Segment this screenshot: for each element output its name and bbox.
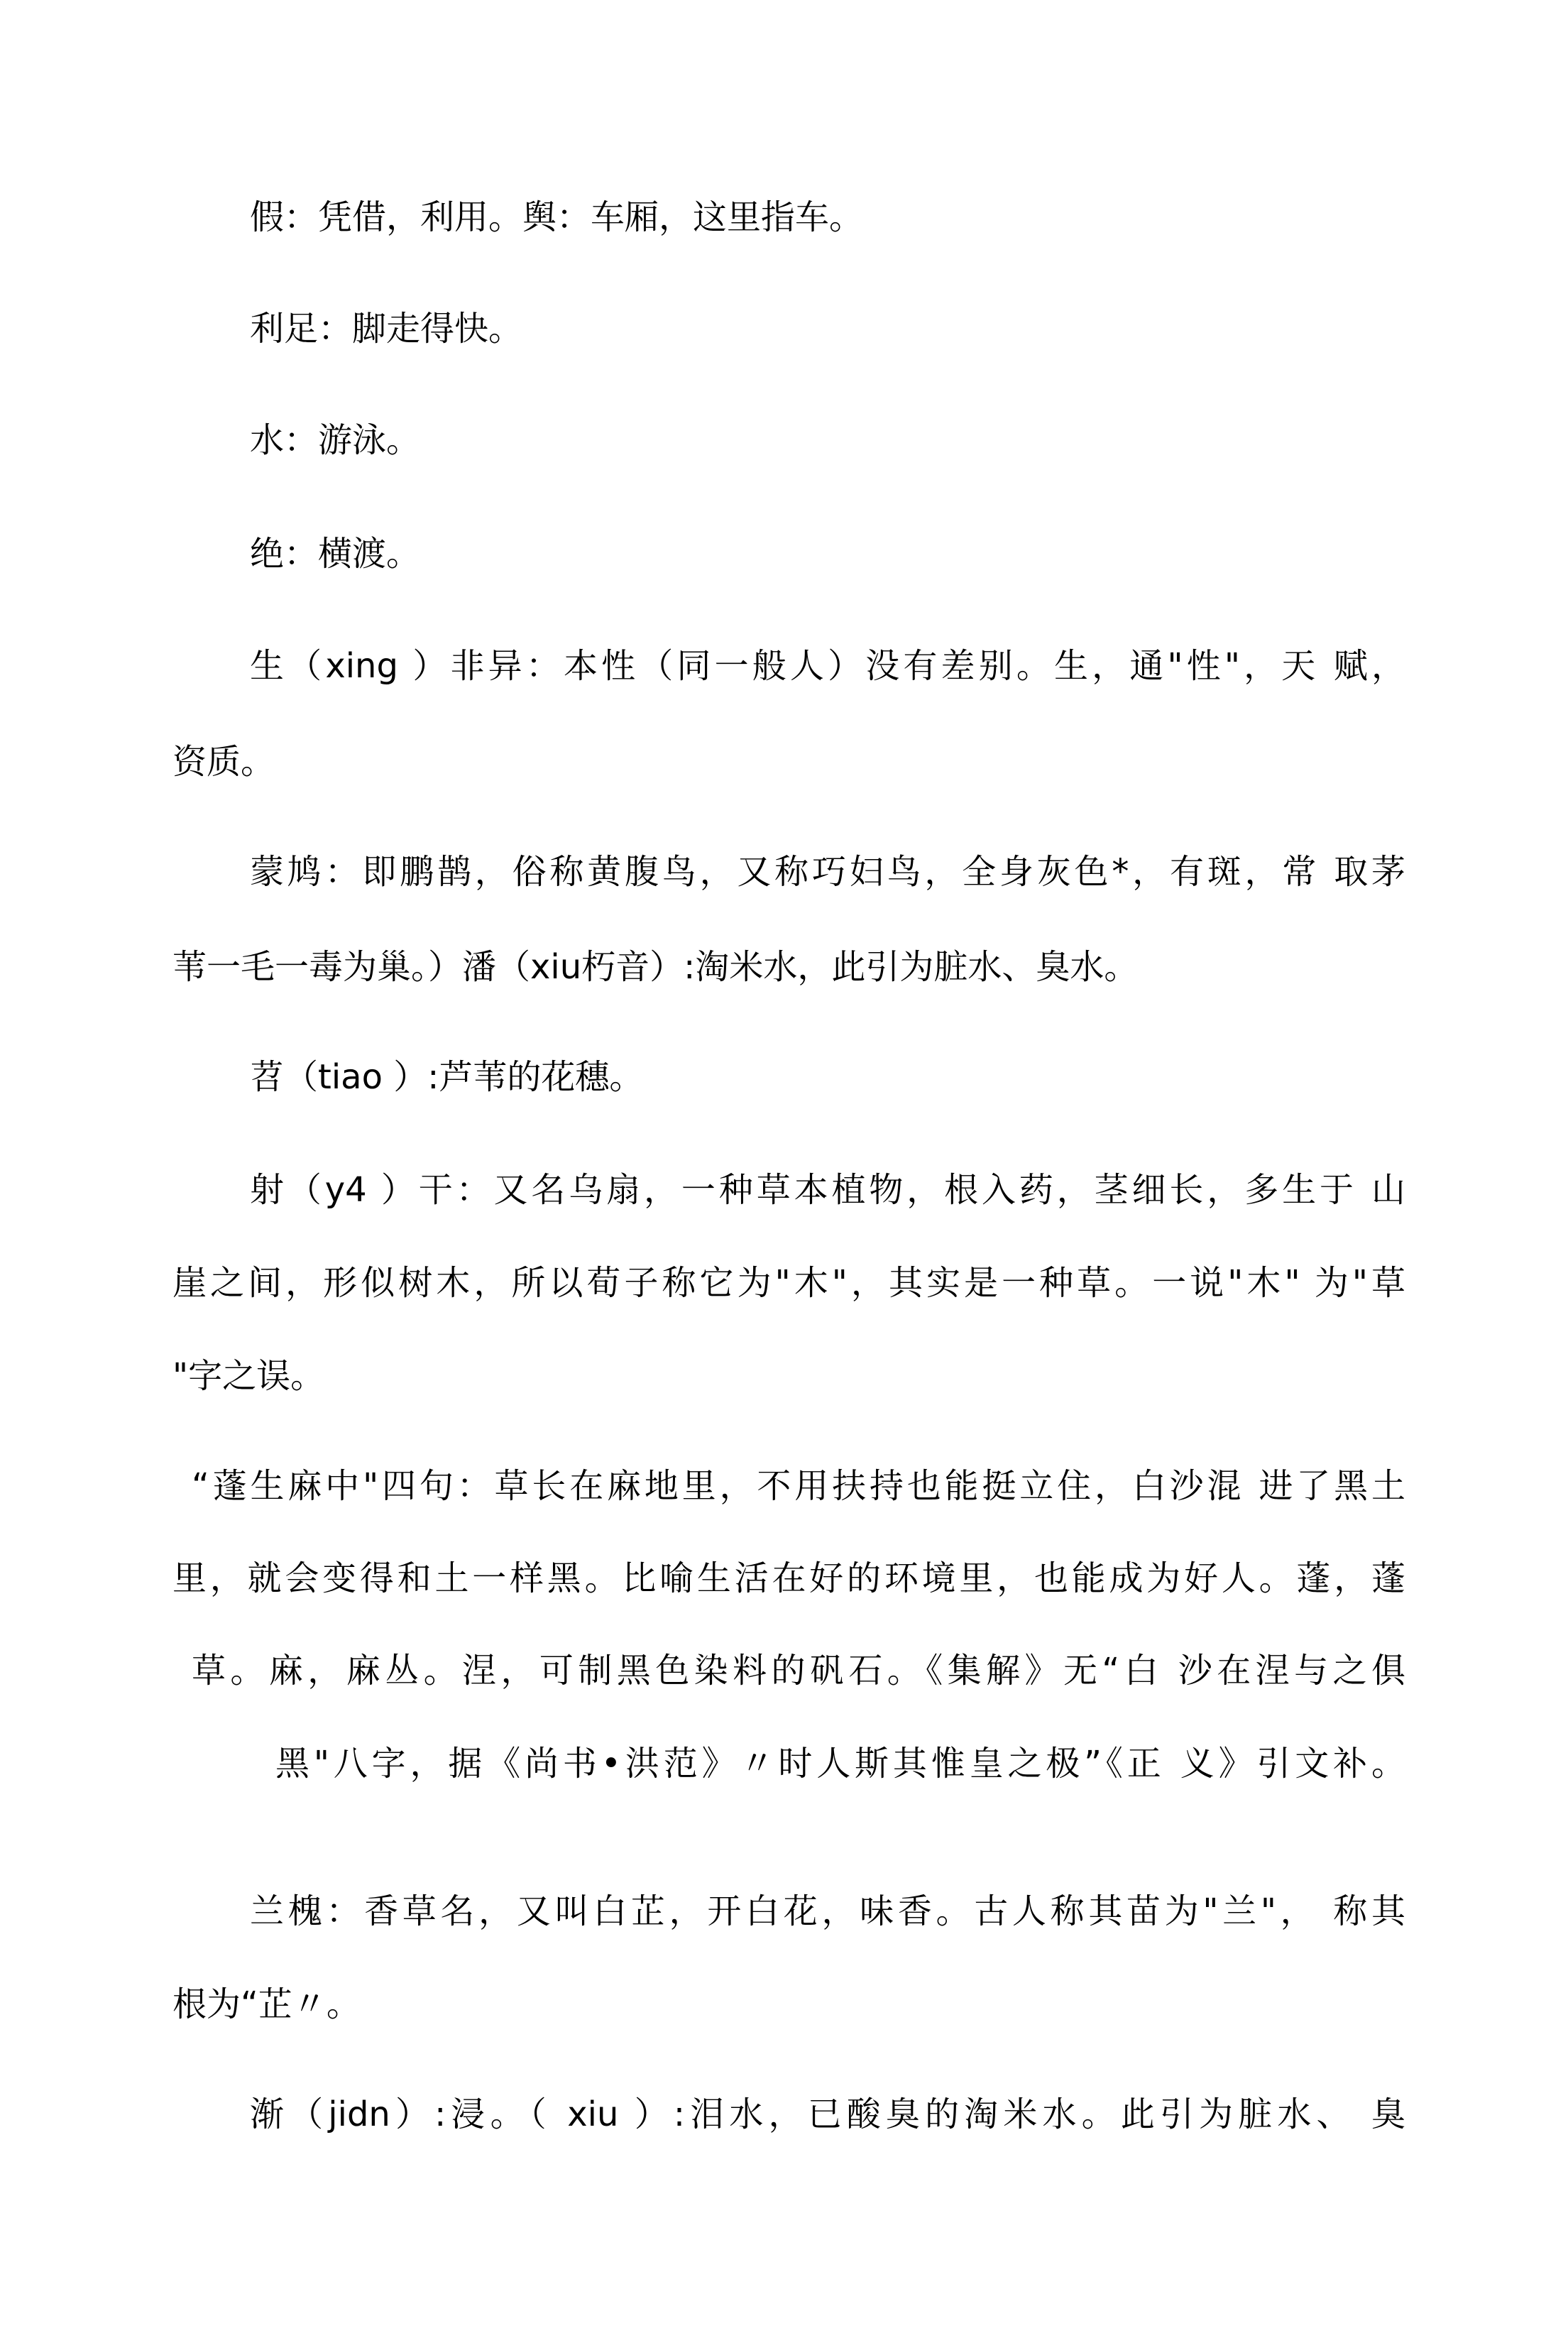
text-line: 苇一毛一毒为巢。）潘（xiu朽音）:淘米水，此引为脏水、臭水。 (172, 947, 1139, 987)
text-line: 生（xing ）非异：本性（同一般人）没有差别。生，通"性"，天 赋， (250, 646, 1405, 686)
text-line: 水：游泳。 (250, 420, 421, 460)
text-line: 资质。 (172, 742, 275, 782)
text-line: 苕（tiao ）:芦苇的花穗。 (250, 1057, 644, 1097)
text-line: 利足：脚走得快。 (250, 309, 523, 349)
text-line: 射（y4 ）干：又名乌扇，一种草本植物，根入药，茎细长，多生于 山 (250, 1170, 1405, 1210)
text-line: "字之误。 (172, 1356, 325, 1396)
text-line: 蒙鸠：即鹏鹊，俗称黄腹鸟，又称巧妇鸟，全身灰色*，有斑，常 取茅 (250, 852, 1405, 892)
text-line: 里，就会变得和土一样黑。比喻生活在好的环境里，也能成为好人。蓬，蓬 (172, 1558, 1405, 1598)
text-line: 根为“芷〃。 (172, 1984, 361, 2024)
text-line: 草。麻，麻丛。涅，可制黑色染料的矾石。《集解》无“白 沙在涅与之俱 (192, 1651, 1405, 1690)
text-line: 崖之间，形似树木，所以荀子称它为"木"，其实是一种草。一说"木" 为"草 (172, 1263, 1405, 1303)
text-line: 兰槐：香草名，又叫白芷，开白花，味香。古人称其苗为"兰"， 称其 (250, 1891, 1405, 1931)
text-line: “蓬生麻中"四句：草长在麻地里，不用扶持也能挺立住，白沙混 进了黑土 (192, 1466, 1405, 1506)
text-line: 假：凭借，利用。舆：车厢，这里指车。 (250, 197, 864, 237)
text-line: 渐（jidn）:浸。（ xiu ）:泪水，已酸臭的淘米水。此引为脏水、 臭 (250, 2094, 1405, 2134)
text-line: 黑"八字，据《尚书•洪范》〃时人斯其惟皇之极”《正 义》引文补。 (275, 1744, 1405, 1783)
text-line: 绝：横渡。 (250, 534, 421, 574)
